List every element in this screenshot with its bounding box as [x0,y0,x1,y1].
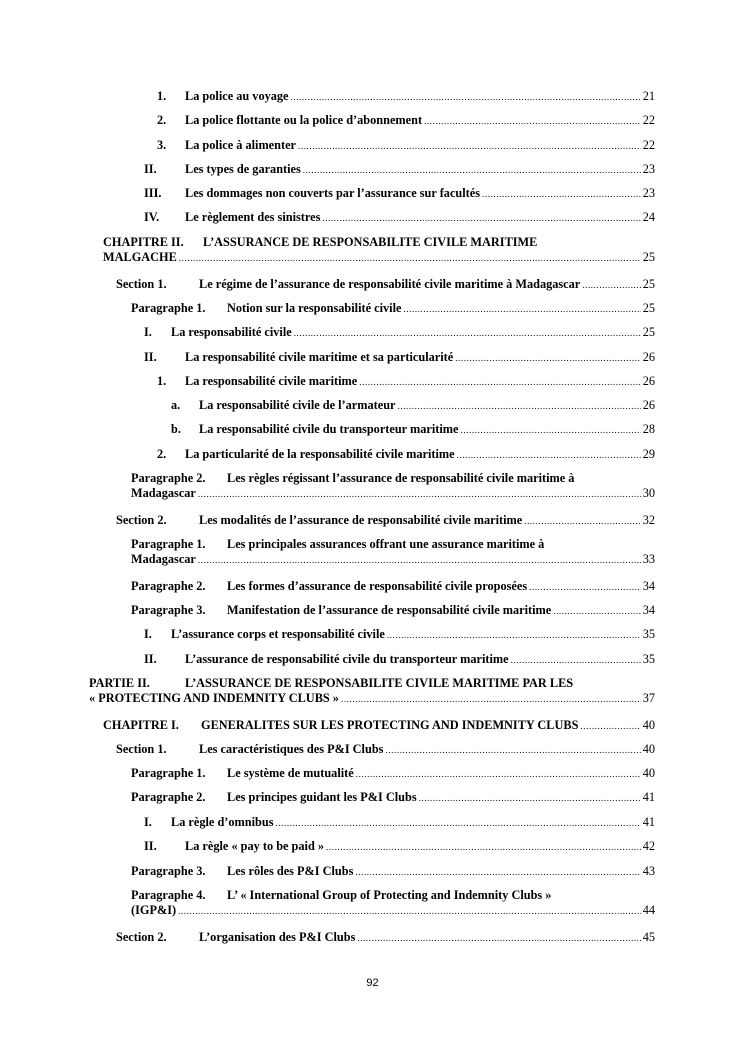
toc-page-number: 32 [642,513,655,527]
toc-entry[interactable] [144,815,655,831]
toc-entry[interactable] [144,652,655,668]
toc-number: 3. [157,138,167,152]
page-number-footer: 92 [366,977,379,989]
toc-page-number: 28 [642,422,655,436]
toc-leader [424,114,641,129]
toc-page-number: 45 [642,930,655,944]
toc-title: La règle d’omnibus [171,815,274,829]
toc-title: Notion sur la responsabilité civile [227,301,402,315]
toc-page-number: 26 [642,350,655,364]
toc-leader [482,187,641,202]
toc-number: b. [171,422,181,436]
toc-title: Les principes guidant les P&I Clubs [227,790,417,804]
toc-number: CHAPITRE II. [103,235,184,249]
toc-title: Le régime de l’assurance de responsabilité civile maritime à Madagascar [199,277,581,291]
toc-page-number: 25 [642,301,655,315]
toc-title: Le règlement des sinistres [185,210,321,224]
toc-title: L’organisation des P&I Clubs [199,930,356,944]
toc-entry[interactable] [116,930,655,946]
toc-entry[interactable] [116,513,655,529]
toc-number: a. [171,398,181,412]
toc-page-number: 41 [642,815,655,829]
toc-title: GENERALITES SUR LES PROTECTING AND INDEMNITY CLUBS [201,718,579,732]
toc-title: L’ « International Group of Protecting and Indemnity Clubs » [227,888,552,902]
toc-entry[interactable] [157,447,655,463]
toc-number: Section 1. [116,277,167,291]
toc-title: Les dommages non couverts par l’assurance sur facultés [185,186,481,200]
toc-title: Les caractéristiques des P&I Clubs [199,742,384,756]
toc-leader [385,743,640,758]
toc-page-number: 34 [642,579,655,593]
toc-number: Section 1. [116,742,167,756]
toc-leader [179,251,641,266]
toc-entry[interactable] [131,864,655,880]
toc-leader [553,604,640,619]
toc-page-number: 41 [642,790,655,804]
toc-number: I. [144,815,152,829]
toc-leader [303,163,641,178]
toc-leader [419,791,641,806]
toc-page-number: 40 [642,742,655,756]
toc-title-continued: (IGP&I) [131,903,177,917]
toc-leader [178,904,641,919]
toc-leader [275,816,640,831]
toc-title: La responsabilité civile du transporteur maritime [199,422,459,436]
toc-number: Paragraphe 1. [131,537,206,551]
toc-title: La responsabilité civile maritime et sa particularité [185,350,454,364]
toc-page-number: 25 [642,250,655,264]
toc-number: Paragraphe 2. [131,790,206,804]
toc-entry[interactable] [157,374,655,390]
toc-page-number: 21 [642,89,655,103]
toc-entry[interactable] [144,186,655,202]
toc-page-number: 22 [642,138,655,152]
toc-page-number: 40 [642,766,655,780]
toc-entry[interactable] [144,350,655,366]
toc-page-number: 30 [642,486,655,500]
toc-title: Les rôles des P&I Clubs [227,864,354,878]
toc-number: Paragraphe 3. [131,603,206,617]
toc-number: III. [144,186,162,200]
toc-leader [387,628,641,643]
toc-number: II. [144,162,157,176]
toc-number: I. [144,325,152,339]
toc-leader [455,351,641,366]
toc-number: II. [144,839,157,853]
toc-leader [511,653,641,668]
toc-leader [457,448,641,463]
toc-title: La police à alimenter [185,138,296,152]
toc-title: L’ASSURANCE DE RESPONSABILITE CIVILE MARITIME PAR LES [185,676,574,690]
toc-leader [359,375,640,390]
toc-leader [403,302,640,317]
toc-number: Paragraphe 3. [131,864,206,878]
toc-page-number: 26 [642,398,655,412]
toc-leader [529,580,641,595]
toc-title: L’assurance corps et responsabilité civile [171,627,385,641]
toc-title: La responsabilité civile de l’armateur [199,398,396,412]
toc-entry[interactable] [157,113,655,129]
toc-number: 1. [157,374,167,388]
toc-title: Le système de mutualité [227,766,354,780]
toc-leader [355,865,640,880]
toc-page-number: 37 [642,691,655,705]
toc-page-number: 26 [642,374,655,388]
toc-page-number: 43 [642,864,655,878]
toc-entry[interactable] [131,537,655,568]
toc-page-number: 24 [642,210,655,224]
toc-number: Paragraphe 1. [131,766,206,780]
toc-number: PARTIE II. [89,676,150,690]
toc-entry[interactable] [131,579,655,595]
toc-number: II. [144,350,157,364]
toc-leader [580,719,640,734]
toc-number: CHAPITRE I. [103,718,179,732]
toc-entry[interactable] [157,89,655,105]
toc-entry[interactable] [103,235,655,266]
toc-title-continued: « PROTECTING AND INDEMNITY CLUBS » [89,691,339,705]
toc-page-number: 33 [642,552,655,566]
toc-entry[interactable] [131,888,655,919]
toc-number: Paragraphe 1. [131,301,206,315]
toc-number: Section 2. [116,930,167,944]
toc-entry[interactable] [171,398,655,414]
toc-leader [341,692,641,707]
toc-leader [524,514,640,529]
toc-title-continued: Madagascar [131,486,196,500]
toc-number: 2. [157,113,167,127]
toc-page-number: 29 [642,447,655,461]
toc-title: La responsabilité civile [171,325,292,339]
toc-page-number: 40 [642,718,655,732]
toc-leader [291,90,641,105]
toc-entry[interactable] [157,138,655,154]
toc-title: La police au voyage [185,89,289,103]
toc-leader [398,399,641,414]
toc-entry[interactable] [144,839,655,855]
toc-title: Les règles régissant l’assurance de responsabilité civile maritime à [227,471,575,485]
toc-title: Les principales assurances offrant une assurance maritime à [227,537,545,551]
toc-entry[interactable] [131,766,655,782]
toc-entry[interactable] [144,325,655,341]
toc-title: La police flottante ou la police d’abonnement [185,113,423,127]
toc-entry[interactable] [131,301,655,317]
toc-page-number: 35 [642,652,655,666]
toc-leader [326,840,641,855]
toc-entry[interactable] [131,603,655,619]
toc-entry[interactable] [144,210,655,226]
toc-entry[interactable] [131,471,655,502]
toc-leader [322,211,640,226]
toc-title: Les modalités de l’assurance de responsabilité civile maritime [199,513,523,527]
toc-entry[interactable] [171,422,655,438]
toc-entry[interactable] [144,627,655,643]
toc-number: Paragraphe 2. [131,471,206,485]
toc-title: La règle « pay to be paid » [185,839,325,853]
toc-leader [198,553,641,568]
toc-leader [460,423,640,438]
toc-page-number: 23 [642,186,655,200]
toc-number: Section 2. [116,513,167,527]
toc-leader [298,139,641,154]
toc-title: Les formes d’assurance de responsabilité civile proposées [227,579,528,593]
toc-number: 2. [157,447,167,461]
toc-page-number: 35 [642,627,655,641]
toc-title: L’ASSURANCE DE RESPONSABILITE CIVILE MARITIME [203,235,538,249]
toc-page-number: 25 [642,325,655,339]
toc-leader [198,487,641,502]
toc-page-number: 23 [642,162,655,176]
toc-title: Manifestation de l’assurance de responsabilité civile maritime [227,603,552,617]
toc-number: II. [144,652,157,666]
toc-number: Paragraphe 2. [131,579,206,593]
toc-entry[interactable] [116,277,655,293]
toc-page-number: 44 [642,903,655,917]
toc-title: La particularité de la responsabilité civile maritime [185,447,455,461]
toc-leader [357,931,640,946]
toc-entry[interactable] [103,718,655,734]
toc-title: Les types de garanties [185,162,301,176]
toc-title: L’assurance de responsabilité civile du transporteur maritime [185,652,509,666]
toc-page-number: 25 [642,277,655,291]
toc-number: IV. [144,210,160,224]
toc-entry[interactable] [131,790,655,806]
toc-number: I. [144,627,152,641]
toc-entry[interactable] [144,162,655,178]
toc-leader [356,767,641,782]
toc-page-number: 22 [642,113,655,127]
toc-leader [582,278,640,293]
toc-page-number: 42 [642,839,655,853]
toc-page-number: 34 [642,603,655,617]
toc-entry[interactable] [116,742,655,758]
toc-title-continued: MALGACHE [103,250,177,264]
toc-number: Paragraphe 4. [131,888,206,902]
toc-title: La responsabilité civile maritime [185,374,358,388]
toc-leader [294,326,641,341]
toc-title-continued: Madagascar [131,552,196,566]
toc-number: 1. [157,89,167,103]
toc-entry[interactable] [89,676,655,707]
